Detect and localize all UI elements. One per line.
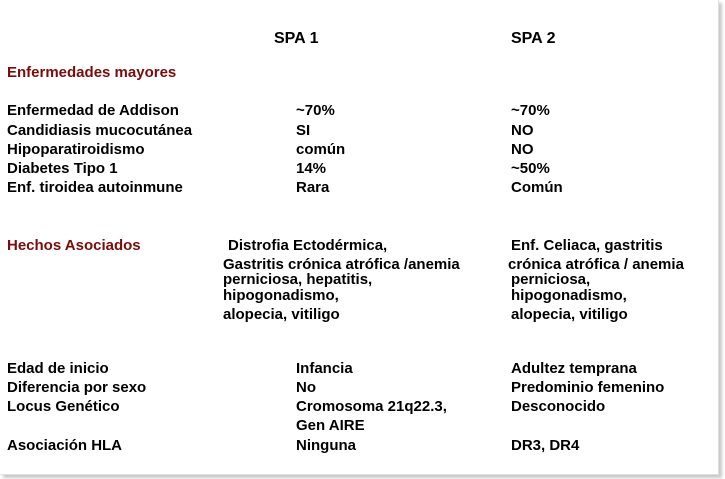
assoc-spa2-line: alopecia, vitiligo — [511, 306, 628, 323]
assoc-spa2-line: hipogonadismo, — [511, 287, 627, 304]
row-label-tiroidea: Enf. tiroidea autoinmune — [7, 179, 183, 196]
row-label-sexo: Diferencia por sexo — [7, 379, 147, 396]
row-value-spa2-candidiasis: NO — [511, 122, 534, 139]
header-spa2: SPA 2 — [511, 30, 556, 47]
row-value-spa1-locus: Cromosoma 21q22.3, — [296, 398, 447, 415]
row-label-diabetes: Diabetes Tipo 1 — [7, 160, 118, 177]
assoc-spa1-line: perniciosa, hepatitis, — [223, 271, 373, 288]
assoc-spa2-line: crónica atrófica / anemia — [508, 256, 684, 273]
assoc-spa1-line: hipogonadismo, — [223, 287, 339, 304]
section-major-diseases: Enfermedades mayores — [7, 64, 177, 81]
row-value-spa2-diabetes: ~50% — [511, 160, 550, 177]
row-label-hla: Asociación HLA — [7, 437, 123, 454]
header-spa1: SPA 1 — [274, 30, 319, 47]
row-value-spa2-addison: ~70% — [511, 102, 550, 119]
row-value-spa1-edad-inicio: Infancia — [296, 360, 353, 377]
assoc-spa2-line: Enf. Celiaca, gastritis — [511, 237, 663, 254]
row-value-spa1-tiroidea: Rara — [296, 179, 330, 196]
row-value-spa1-addison: ~70% — [296, 102, 335, 119]
row-label-edad-inicio: Edad de inicio — [7, 360, 109, 377]
row-value-spa1-hla: Ninguna — [296, 437, 356, 454]
row-label-hipoparatiroidismo: Hipoparatiroidismo — [7, 141, 145, 158]
assoc-spa1-line: Gastritis crónica atrófica /anemia — [223, 256, 460, 273]
row-value-spa2-tiroidea: Común — [511, 179, 563, 196]
row-label-locus: Locus Genético — [7, 398, 120, 415]
row-value-spa1-locus-line2: Gen AIRE — [296, 417, 365, 434]
row-value-spa2-hipoparatiroidismo: NO — [511, 141, 534, 158]
row-value-spa2-edad-inicio: Adultez temprana — [511, 360, 637, 377]
row-label-candidiasis: Candidiasis mucocutánea — [7, 122, 193, 139]
row-value-spa1-sexo: No — [296, 379, 316, 396]
section-associated-facts: Hechos Asociados — [7, 237, 141, 254]
assoc-spa1-line: alopecia, vitiligo — [223, 306, 340, 323]
row-value-spa1-candidiasis: SI — [296, 122, 311, 139]
row-value-spa2-hla: DR3, DR4 — [511, 437, 580, 454]
assoc-spa1-line: Distrofia Ectodérmica, — [228, 237, 388, 254]
row-value-spa1-diabetes: 14% — [296, 160, 327, 177]
row-value-spa1-hipoparatiroidismo: común — [296, 141, 346, 158]
row-value-spa2-sexo: Predominio femenino — [511, 379, 665, 396]
row-label-addison: Enfermedad de Addison — [7, 102, 179, 119]
assoc-spa2-line: perniciosa, — [511, 271, 591, 288]
row-value-spa2-locus: Desconocido — [511, 398, 606, 415]
